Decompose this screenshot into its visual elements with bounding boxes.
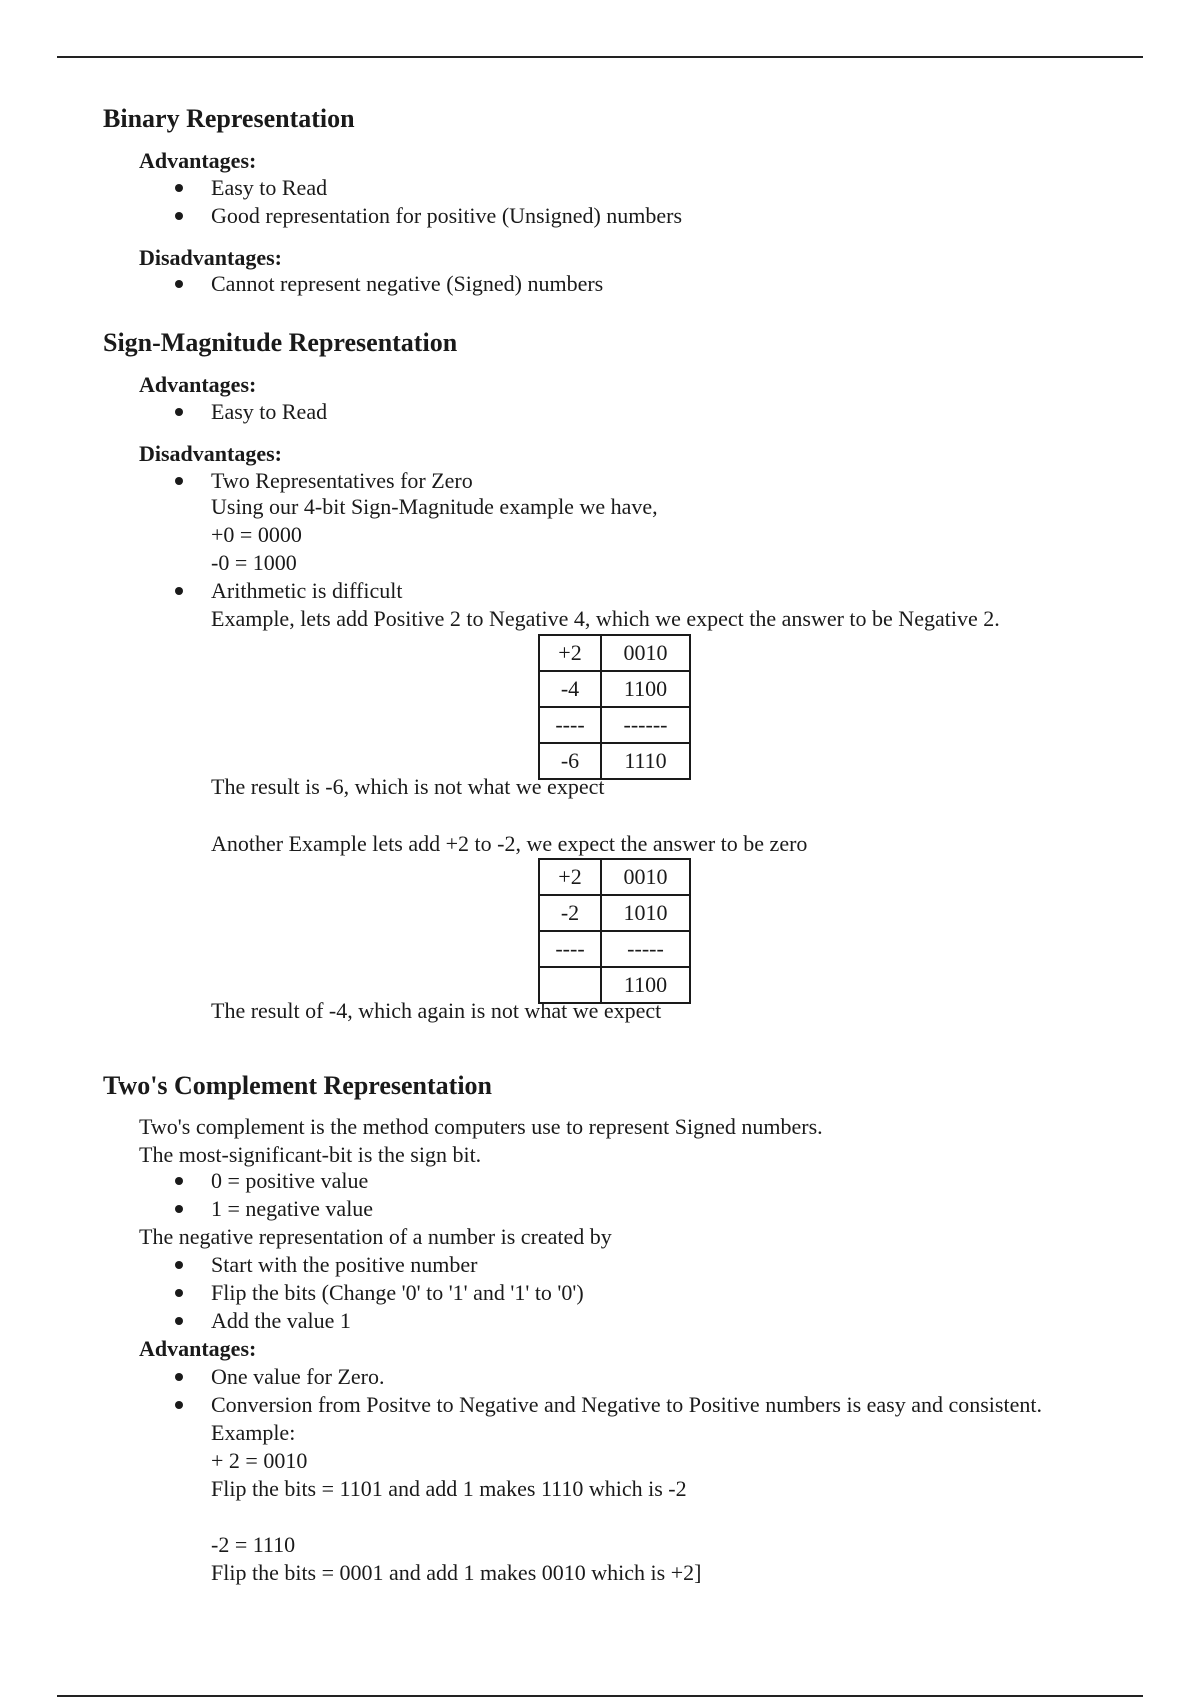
bullet-icon — [175, 408, 183, 416]
table-row — [539, 895, 690, 931]
section-title-sign-magnitude: Sign-Magnitude Representation — [103, 328, 458, 357]
bullet-icon — [175, 1205, 183, 1213]
tc-create-intro: The negative representation of a number is created by — [139, 1224, 612, 1249]
tc-step-1: Start with the positive number — [211, 1252, 478, 1277]
table-cell: ---- — [539, 707, 601, 743]
table-cell: 1100 — [601, 671, 690, 707]
table-row — [539, 859, 690, 895]
tc-sign-bit-1: 1 = negative value — [211, 1196, 374, 1221]
bullet-icon — [175, 1289, 183, 1297]
sm-plus-zero: +0 = 0000 — [211, 522, 302, 547]
table-cell: 1110 — [601, 743, 690, 779]
table-cell: -2 — [539, 895, 601, 931]
sm-example2-intro: Another Example lets add +2 to -2, we expect the answer to be zero — [211, 831, 808, 856]
tc-example-plus2: + 2 = 0010 — [211, 1448, 308, 1473]
bullet-icon — [175, 280, 183, 288]
table-row — [539, 931, 690, 967]
tc-example-flip-2: Flip the bits = 0001 and add 1 makes 0010 which is +2] — [211, 1560, 702, 1585]
table-cell: 0010 — [601, 635, 690, 671]
bullet-icon — [175, 212, 183, 220]
sm-zero-intro: Using our 4-bit Sign-Magnitude example we have, — [211, 494, 658, 519]
sm-advantage-1: Easy to Read — [211, 399, 328, 424]
bullet-icon — [175, 1177, 183, 1185]
bullet-icon — [175, 1261, 183, 1269]
bullet-icon — [175, 1317, 183, 1325]
sm-minus-zero: -0 = 1000 — [211, 550, 297, 575]
tc-advantage-1: One value for Zero. — [211, 1364, 385, 1389]
binary-disadvantages-label: Disadvantages: — [139, 245, 283, 270]
section-title-twos-complement: Two's Complement Representation — [103, 1071, 493, 1100]
table-cell: -6 — [539, 743, 601, 779]
table-cell: +2 — [539, 859, 601, 895]
bullet-icon — [175, 1373, 183, 1381]
table-cell: 1010 — [601, 895, 690, 931]
section-title-binary: Binary Representation — [103, 104, 355, 133]
sm-advantages-label: Advantages: — [139, 372, 257, 397]
sm-example1-intro: Example, lets add Positive 2 to Negative 4, which we expect the answer to be Negative 2. — [211, 606, 1000, 631]
tc-step-2: Flip the bits (Change '0' to '1' and '1' to '0') — [211, 1280, 584, 1305]
bullet-icon — [175, 477, 183, 485]
sm-disadvantage-2: Arithmetic is difficult — [211, 578, 403, 603]
sm-example1-result: The result is -6, which is not what we expect — [211, 774, 605, 799]
table-cell: 1100 — [601, 967, 690, 1003]
table-cell: ------ — [601, 707, 690, 743]
table-row — [539, 671, 690, 707]
sm-disadvantage-1: Two Representatives for Zero — [211, 468, 473, 493]
tc-intro-1: Two's complement is the method computers use to represent Signed numbers. — [139, 1114, 823, 1139]
tc-example-flip-1: Flip the bits = 1101 and add 1 makes 1110 which is -2 — [211, 1476, 687, 1501]
table-cell: ----- — [601, 931, 690, 967]
binary-advantage-2: Good representation for positive (Unsigned) numbers — [211, 203, 683, 228]
sm-example2-result: The result of -4, which again is not what we expect — [211, 998, 662, 1023]
bottom-rule — [57, 1695, 1143, 1697]
tc-example-label: Example: — [211, 1420, 296, 1445]
binary-advantage-1: Easy to Read — [211, 175, 328, 200]
tc-advantage-2: Conversion from Positve to Negative and Negative to Positive numbers is easy and consistent. — [211, 1392, 1042, 1417]
tc-intro-2: The most-significant-bit is the sign bit. — [139, 1142, 482, 1167]
table-cell: +2 — [539, 635, 601, 671]
table-cell: ---- — [539, 931, 601, 967]
tc-advantages-label: Advantages: — [139, 1336, 257, 1361]
tc-example-minus2: -2 = 1110 — [211, 1532, 296, 1557]
table-row — [539, 707, 690, 743]
sm-disadvantages-label: Disadvantages: — [139, 441, 283, 466]
table-cell: 0010 — [601, 859, 690, 895]
binary-disadvantage-1: Cannot represent negative (Signed) numbers — [211, 271, 604, 296]
sm-example1-table — [538, 634, 691, 780]
table-row — [539, 635, 690, 671]
bullet-icon — [175, 587, 183, 595]
bullet-icon — [175, 1401, 183, 1409]
table-cell: -4 — [539, 671, 601, 707]
sm-example2-table — [538, 858, 691, 1004]
tc-step-3: Add the value 1 — [211, 1308, 351, 1333]
top-rule — [57, 56, 1143, 58]
binary-advantages-label: Advantages: — [139, 148, 257, 173]
tc-sign-bit-0: 0 = positive value — [211, 1168, 369, 1193]
bullet-icon — [175, 184, 183, 192]
